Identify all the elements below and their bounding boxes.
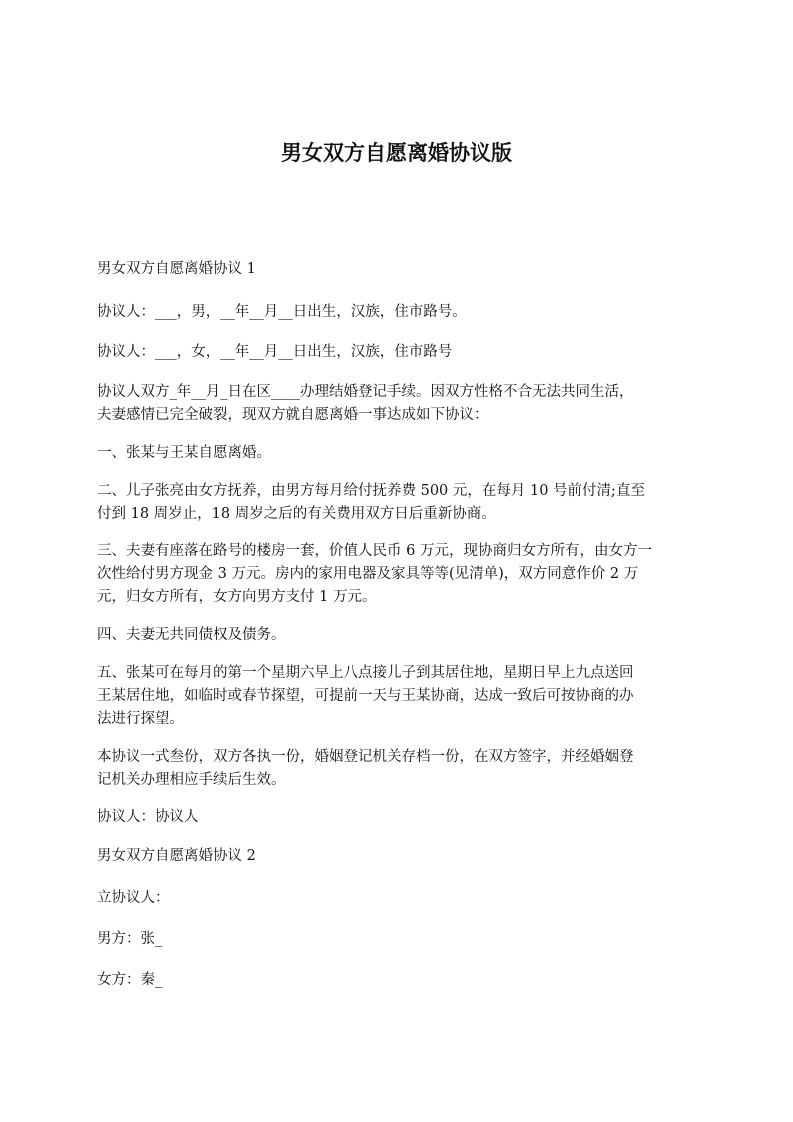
section-heading-agreement-2 (97, 845, 707, 868)
paragraph-line: 夫妻感情已完全破裂，现双方就自愿离婚一事达成如下协议： (97, 407, 489, 423)
paragraph-line: 五、张某可在每月的第一个星期六早上八点接儿子到其居住地，星期日早上九点送回 (97, 665, 634, 681)
paragraph-line: 三、夫妻有座落在路号的楼房一套，价值人民币 6 万元，现协商归女方所有，由女方一 (97, 543, 652, 559)
paragraph-line: 王某居住地，如临时或春节探望，可提前一天与王某协商，达成一致后可按协商的办 (97, 688, 634, 704)
party-male-info (97, 301, 707, 324)
effectiveness-paragraph (97, 746, 707, 792)
section-heading-agreement-1 (97, 258, 707, 281)
paragraph-line: 协议人：协议人 (97, 809, 199, 825)
clause-5 (97, 662, 707, 731)
party-female-info (97, 341, 707, 364)
paragraph-line: 付到 18 周岁止，18 周岁之后的有关费用双方日后重新协商。 (97, 506, 496, 522)
marriage-background-paragraph (97, 381, 707, 427)
paragraph-line: 立协议人： (97, 890, 170, 906)
paragraph-line: 男女双方自愿离婚协议 1 (97, 261, 256, 277)
paragraph-line: 次性给付男方现金 3 万元。房内的家用电器及家具等等(见清单)，双方同意作价 2 万 (97, 566, 639, 582)
signature-line (97, 806, 707, 829)
paragraph-line: 协议人：___，女，__年__月__日出生，汉族，住市路号 (97, 344, 453, 360)
paragraph-line: 二、儿子张亮由女方抚养，由男方每月给付抚养费 500 元，在每月 10 号前付清;直至 (97, 483, 645, 499)
clause-1 (97, 442, 707, 465)
clause-3 (97, 540, 707, 609)
paragraph-line: 法进行探望。 (97, 711, 184, 727)
clause-4 (97, 624, 707, 647)
paragraph-line: 本协议一式叁份，双方各执一份，婚姻登记机关存档一份，在双方签字，并经婚姻登 (97, 749, 634, 765)
paragraph-line: 协议人：___，男，__年__月__日出生，汉族，住市路号。 (97, 304, 467, 320)
female-party-name (97, 969, 707, 992)
male-party-name (97, 928, 707, 951)
paragraph-line: 女方：秦_ (97, 972, 163, 988)
clause-2 (97, 480, 707, 526)
paragraph-line: 协议人双方_年__月_日在区____办理结婚登记手续。因双方性格不合无法共同生活， (97, 384, 634, 400)
paragraph-line: 元，归女方所有，女方向男方支付 1 万元。 (97, 589, 377, 605)
document-title: 男女双方自愿离婚协议版 (281, 141, 512, 165)
parties-heading (97, 887, 707, 910)
paragraph-line: 记机关办理相应手续后生效。 (97, 772, 286, 788)
paragraph-line: 男女双方自愿离婚协议 2 (97, 848, 256, 864)
paragraph-line: 四、夫妻无共同债权及债务。 (97, 627, 286, 643)
paragraph-line: 男方：张_ (97, 931, 163, 947)
paragraph-line: 一、张某与王某自愿离婚。 (97, 445, 271, 461)
